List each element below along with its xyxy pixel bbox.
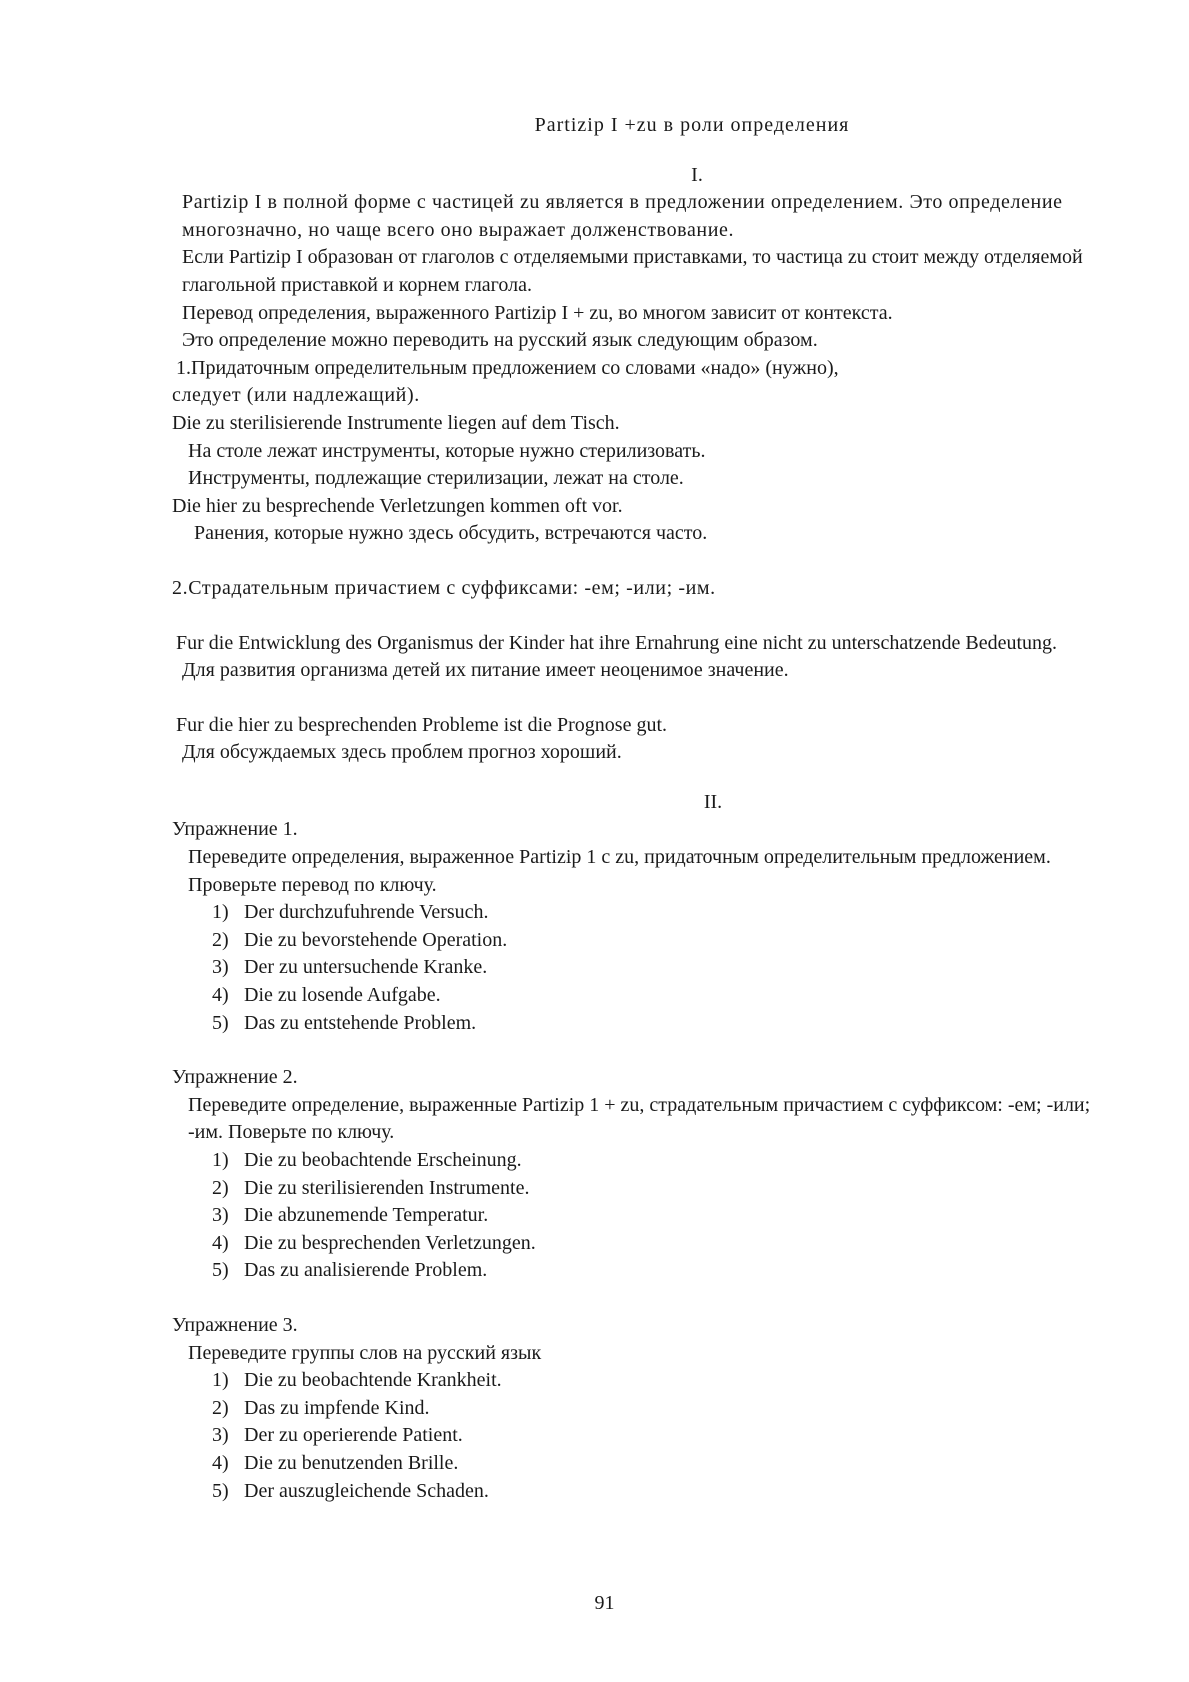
- list-item: [212, 982, 1092, 1010]
- item-number: 4): [212, 1451, 229, 1474]
- list-item: [212, 1147, 1092, 1175]
- list-item: [212, 1478, 1092, 1506]
- item-text: Der zu operierende Patient.: [244, 1424, 463, 1447]
- item-text: Die zu benutzenden Brille.: [244, 1451, 459, 1474]
- document-page: [172, 112, 1092, 1505]
- item-text: Der zu untersuchende Kranke.: [244, 956, 488, 979]
- item-number: 3): [212, 956, 229, 979]
- method-1-line-2: следует (или надлежащий).: [172, 384, 420, 407]
- list-item: [212, 1367, 1092, 1395]
- item-number: 1): [212, 1149, 229, 1171]
- example-3-german: Fur die Entwicklung des Organismus der Kinder hat ihre Ernahrung eine nicht zu unterschatzende Bedeutung.: [176, 631, 1058, 654]
- example-2-russian: Ранения, которые нужно здесь обсудить, встречаются часто.: [194, 522, 708, 545]
- list-item: [212, 1230, 1092, 1258]
- item-number: 4): [212, 984, 229, 1007]
- spacer: [172, 548, 1092, 575]
- item-text: Das zu analisierende Problem.: [244, 1259, 488, 1282]
- item-number: 3): [212, 1424, 229, 1447]
- item-number: 1): [212, 901, 229, 924]
- item-text: Das zu entstehende Problem.: [244, 1011, 477, 1034]
- example-1-german: Die zu sterilisierende Instrumente liegen auf dem Tisch.: [172, 411, 620, 434]
- item-number: 2): [212, 1176, 229, 1199]
- exercise-3-heading: Упражнение 3.: [172, 1313, 298, 1336]
- exercise-2-list: [172, 1147, 1092, 1285]
- paragraph-1: Partizip I в полной форме с частицей zu является в предложении определением. Это определение многозначно, но чаще всего оно выражает долженствование.: [182, 191, 1063, 241]
- item-number: 1): [212, 1369, 229, 1392]
- item-text: Die zu losende Aufgabe.: [244, 984, 441, 1007]
- item-text: Die zu beobachtende Erscheinung.: [244, 1149, 522, 1171]
- list-item: [212, 1450, 1092, 1478]
- spacer: [172, 685, 1092, 712]
- example-4-russian: Для обсуждаемых здесь проблем прогноз хороший.: [182, 741, 622, 764]
- item-number: 2): [212, 1396, 229, 1419]
- list-item: [212, 1257, 1092, 1285]
- paragraph-4: Это определение можно переводить на русский язык следующим образом.: [182, 329, 818, 352]
- example-1-russian-b: Инструменты, подлежащие стерилизации, лежат на столе.: [188, 467, 684, 490]
- example-3-russian: Для развития организма детей их питание имеет неоценимое значение.: [182, 659, 789, 682]
- paragraph-2: Если Partizip I образован от глаголов с отделяемыми приставками, то частица zu стоит между отделяемой глагольной приставкой и корнем глагола.: [182, 246, 1083, 296]
- list-item: [212, 954, 1092, 982]
- page-title: Partizip I +zu в роли определения: [534, 114, 850, 136]
- item-number: 2): [212, 928, 229, 951]
- item-text: Die zu bevorstehende Operation.: [244, 928, 508, 951]
- list-item: [212, 927, 1092, 955]
- item-text: Die zu sterilisierenden Instrumente.: [244, 1176, 530, 1199]
- item-text: Die zu besprechenden Verletzungen.: [244, 1231, 536, 1254]
- example-1-russian-a: На столе лежат инструменты, которые нужно стерилизовать.: [188, 439, 706, 462]
- list-item: [212, 1422, 1092, 1450]
- item-number: 5): [212, 1479, 229, 1502]
- page-number: 91: [594, 1592, 615, 1614]
- spacer: [172, 1285, 1092, 1312]
- list-item: [212, 899, 1092, 927]
- method-1-line-1: 1.Придаточным определительным предложением со словами «надо» (нужно),: [176, 356, 839, 379]
- item-text: Der auszugleichende Schaden.: [244, 1479, 489, 1502]
- exercise-3-instruction: Переведите группы слов на русский язык: [188, 1341, 542, 1364]
- exercise-2-instruction: Переведите определение, выраженные Partizip 1 + zu, страдательным причастием с суффиксом: -ем; -или; -им. Поверьте по ключу.: [188, 1093, 1091, 1144]
- item-number: 3): [212, 1204, 229, 1227]
- spacer: [172, 1037, 1092, 1064]
- section-numeral-1: I.: [691, 163, 703, 186]
- spacer: [172, 603, 1092, 630]
- paragraph-3: Перевод определения, выраженного Partizip I + zu, во многом зависит от контекста.: [182, 301, 893, 324]
- item-text: Die abzunemende Temperatur.: [244, 1204, 489, 1227]
- section-numeral-2: II.: [703, 790, 723, 813]
- item-number: 5): [212, 1011, 229, 1034]
- list-item: [212, 1202, 1092, 1230]
- exercise-1-list: [172, 899, 1092, 1037]
- item-number: 4): [212, 1231, 229, 1254]
- exercise-2-heading: Упражнение 2.: [172, 1066, 298, 1089]
- item-text: Die zu beobachtende Krankheit.: [244, 1369, 502, 1392]
- method-2: 2.Страдательным причастием с суффиксами: -ем; -или; -им.: [172, 576, 716, 599]
- item-number: 5): [212, 1259, 229, 1282]
- example-4-german: Fur die hier zu besprechenden Probleme ist die Prognose gut.: [176, 713, 667, 736]
- exercise-1-heading: Упражнение 1.: [172, 818, 298, 841]
- item-text: Das zu impfende Kind.: [244, 1396, 430, 1419]
- exercise-3-list: [172, 1367, 1092, 1505]
- example-2-german: Die hier zu besprechende Verletzungen kommen oft vor.: [172, 494, 623, 517]
- item-text: Der durchzufuhrende Versuch.: [244, 901, 489, 924]
- list-item: [212, 1175, 1092, 1203]
- list-item: [212, 1010, 1092, 1038]
- list-item: [212, 1395, 1092, 1423]
- exercise-1-instruction: Переведите определения, выраженное Partizip 1 с zu, придаточным определительным предложением. Проверьте перевод по ключу.: [188, 846, 1051, 896]
